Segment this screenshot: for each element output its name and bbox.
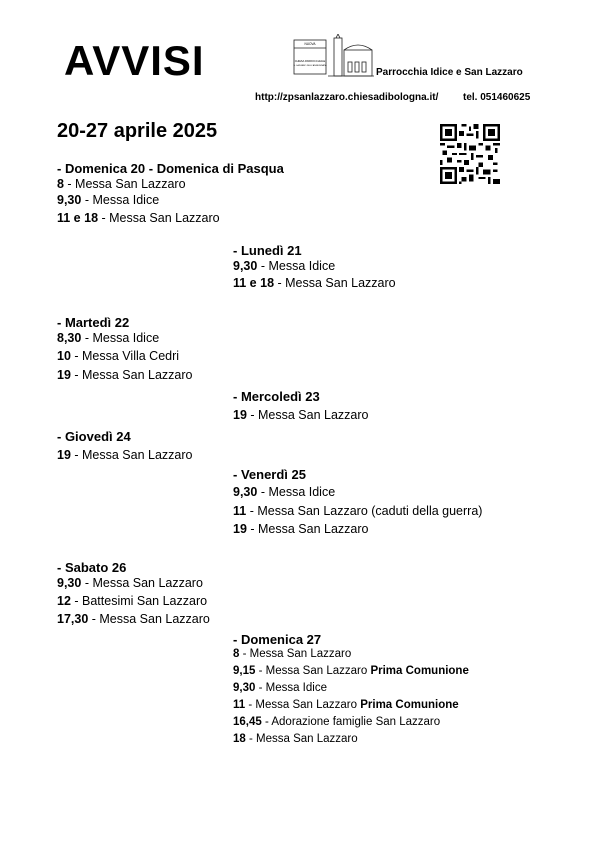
svg-text:CHIESA PARROCCHIALE: CHIESA PARROCCHIALE (294, 60, 326, 63)
schedule-line: 9,30 - Messa Idice (233, 485, 336, 499)
schedule-line: 8,30 - Messa Idice (57, 331, 160, 345)
schedule-line: 19 - Messa San Lazzaro (233, 408, 369, 422)
schedule-line: 18 - Messa San Lazzaro (233, 733, 358, 745)
parish-name: Parrocchia Idice e San Lazzaro (376, 67, 523, 78)
schedule-line: 19 - Messa San Lazzaro (233, 522, 369, 536)
schedule-line: 19 - Messa San Lazzaro (57, 368, 193, 382)
day-heading: - Mercoledì 23 (233, 389, 320, 404)
website-link[interactable]: http://zpsanlazzaro.chiesadibologna.it/ (255, 92, 439, 103)
schedule-line: 10 - Messa Villa Cedri (57, 349, 180, 363)
schedule-line: 8 - Messa San Lazzaro (57, 177, 186, 191)
svg-text:NUOVA: NUOVA (304, 42, 316, 46)
day-heading: - Domenica 27 (233, 632, 322, 647)
day-block (233, 388, 369, 425)
svg-text:S. LAZZARO DELL'ANNUNZIATA: S. LAZZARO DELL'ANNUNZIATA (293, 65, 327, 67)
schedule-line: 9,30 - Messa Idice (233, 682, 327, 694)
day-block (57, 428, 193, 465)
schedule-line: 11 e 18 - Messa San Lazzaro (57, 211, 220, 225)
day-heading: - Venerdì 25 (233, 467, 306, 482)
day-block (233, 631, 469, 750)
schedule-line: 9,15 - Messa San Lazzaro Prima Comunione (233, 665, 469, 677)
schedule-line: 12 - Battesimi San Lazzaro (57, 594, 208, 608)
day-block (57, 160, 284, 228)
schedule-line: 9,30 - Messa San Lazzaro (57, 576, 203, 590)
day-heading: - Giovedì 24 (57, 429, 131, 444)
schedule-line: 11 - Messa San Lazzaro (caduti della guerra) (233, 504, 483, 518)
schedule-line: 19 - Messa San Lazzaro (57, 448, 193, 462)
schedule-line: 9,30 - Messa Idice (57, 193, 160, 207)
day-block (57, 559, 210, 629)
day-heading: - Domenica 20 - Domenica di Pasqua (57, 161, 284, 176)
qr-code-icon (440, 124, 500, 184)
schedule-line: 8 - Messa San Lazzaro (233, 648, 352, 660)
schedule-line: 11 e 18 - Messa San Lazzaro (233, 276, 396, 290)
church-logo (292, 34, 374, 78)
day-block (233, 466, 482, 539)
page-title: AVVISI (64, 37, 205, 84)
schedule-line: 17,30 - Messa San Lazzaro (57, 612, 210, 626)
schedule-line: 9,30 - Messa Idice (233, 259, 336, 273)
date-range: 20-27 aprile 2025 (57, 120, 218, 142)
day-heading: - Lunedì 21 (233, 243, 302, 258)
day-heading: - Sabato 26 (57, 560, 127, 575)
day-block (233, 242, 396, 293)
schedule-line: 16,45 - Adorazione famiglie San Lazzaro (233, 716, 441, 728)
telephone: tel. 051460625 (463, 92, 531, 103)
day-heading: - Martedì 22 (57, 315, 130, 330)
schedule-line: 11 - Messa San Lazzaro Prima Comunione (233, 699, 459, 711)
day-block (57, 314, 193, 385)
